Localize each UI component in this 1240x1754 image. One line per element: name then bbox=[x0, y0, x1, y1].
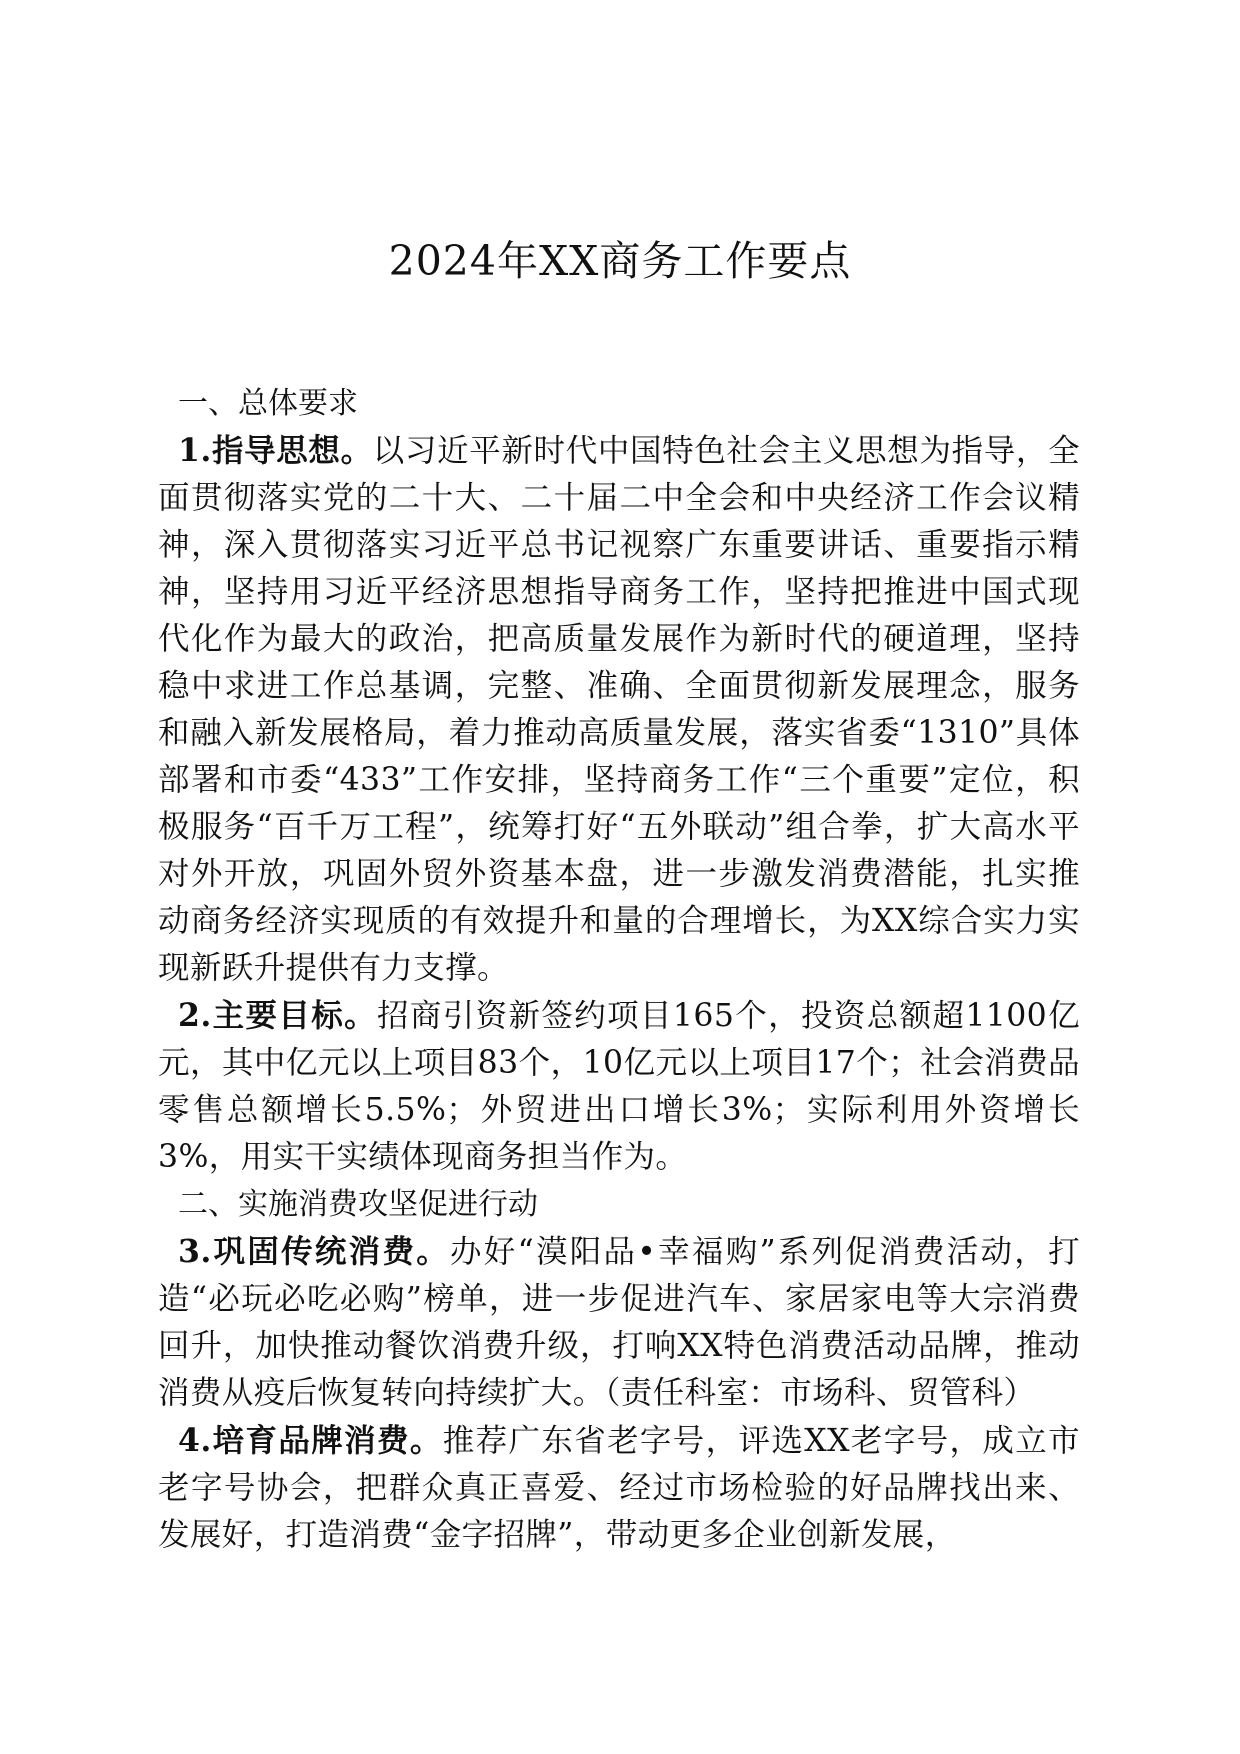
paragraph-lead: 3.巩固传统消费。 bbox=[178, 1233, 451, 1270]
page-title: 2024年XX商务工作要点 bbox=[388, 237, 852, 285]
paragraph-text: 推荐广东省老字号，评选XX老字号，成立市老字号协会，把群众真正喜爱、经过市场检验的好品牌找出来、发展好，打造消费“金字招牌”，带动更多企业创新发展， bbox=[158, 1423, 1080, 1553]
section-heading-consumption-action: 二、实施消费攻坚促进行动 bbox=[178, 1187, 538, 1222]
paragraph-traditional-consumption bbox=[158, 1228, 1080, 1417]
paragraph-text: 以习近平新时代中国特色社会主义思想为指导，全面贯彻落实党的二十大、二十届二中全会和中央经济工作会议精神，深入贯彻落实习近平总书记视察广东重要讲话、重要指示精神，坚持用习近平经济思想指导商务工作，坚持把推进中国式现代化作为最大的政治，把高质量发展作为新时代的硬道理，坚持稳中求进工作总基调，完整、准确、全面贯彻新发展理念，服务和融入新发展格局，着力推动高质量发展，落实省委“1310”具体部署和市委“433”工作安排，坚持商务工作“三个重要”定位，积极服务“百千万工程”，统筹打好“五外联动”组合拳，扩大高水平对外开放，巩固外贸外资基本盘，进一步激发消费潜能，扎实推动商务经济实现质的有效提升和量的合理增长，为XX综合实力实现新跃升提供有力支撑。 bbox=[158, 433, 1080, 986]
paragraph-lead: 4.培育品牌消费。 bbox=[178, 1422, 443, 1459]
paragraph-lead: 2.主要目标。 bbox=[178, 997, 378, 1034]
paragraph-main-targets bbox=[158, 992, 1080, 1181]
paragraph-brand-consumption bbox=[158, 1417, 1080, 1559]
document-body bbox=[158, 380, 1080, 1559]
section-heading-overall-requirements: 一、总体要求 bbox=[178, 386, 358, 421]
paragraph-text: 招商引资新签约项目165个，投资总额超1100亿元，其中亿元以上项目83个，10亿元以上项目17个；社会消费品零售总额增长5.5%；外贸进出口增长3%；实际利用外资增长3%，用实干实绩体现商务担当作为。 bbox=[158, 998, 1081, 1175]
paragraph-guiding-ideology bbox=[158, 427, 1080, 992]
paragraph-text: 办好“漠阳品•幸福购”系列促消费活动，打造“必玩必吃必购”榜单，进一步促进汽车、家居家电等大宗消费回升，加快推动餐饮消费升级，打响XX特色消费活动品牌，推动消费从疫后恢复转向持续扩大。（责任科室：市场科、贸管科） bbox=[158, 1234, 1080, 1411]
paragraph-lead: 1.指导思想。 bbox=[178, 432, 373, 469]
